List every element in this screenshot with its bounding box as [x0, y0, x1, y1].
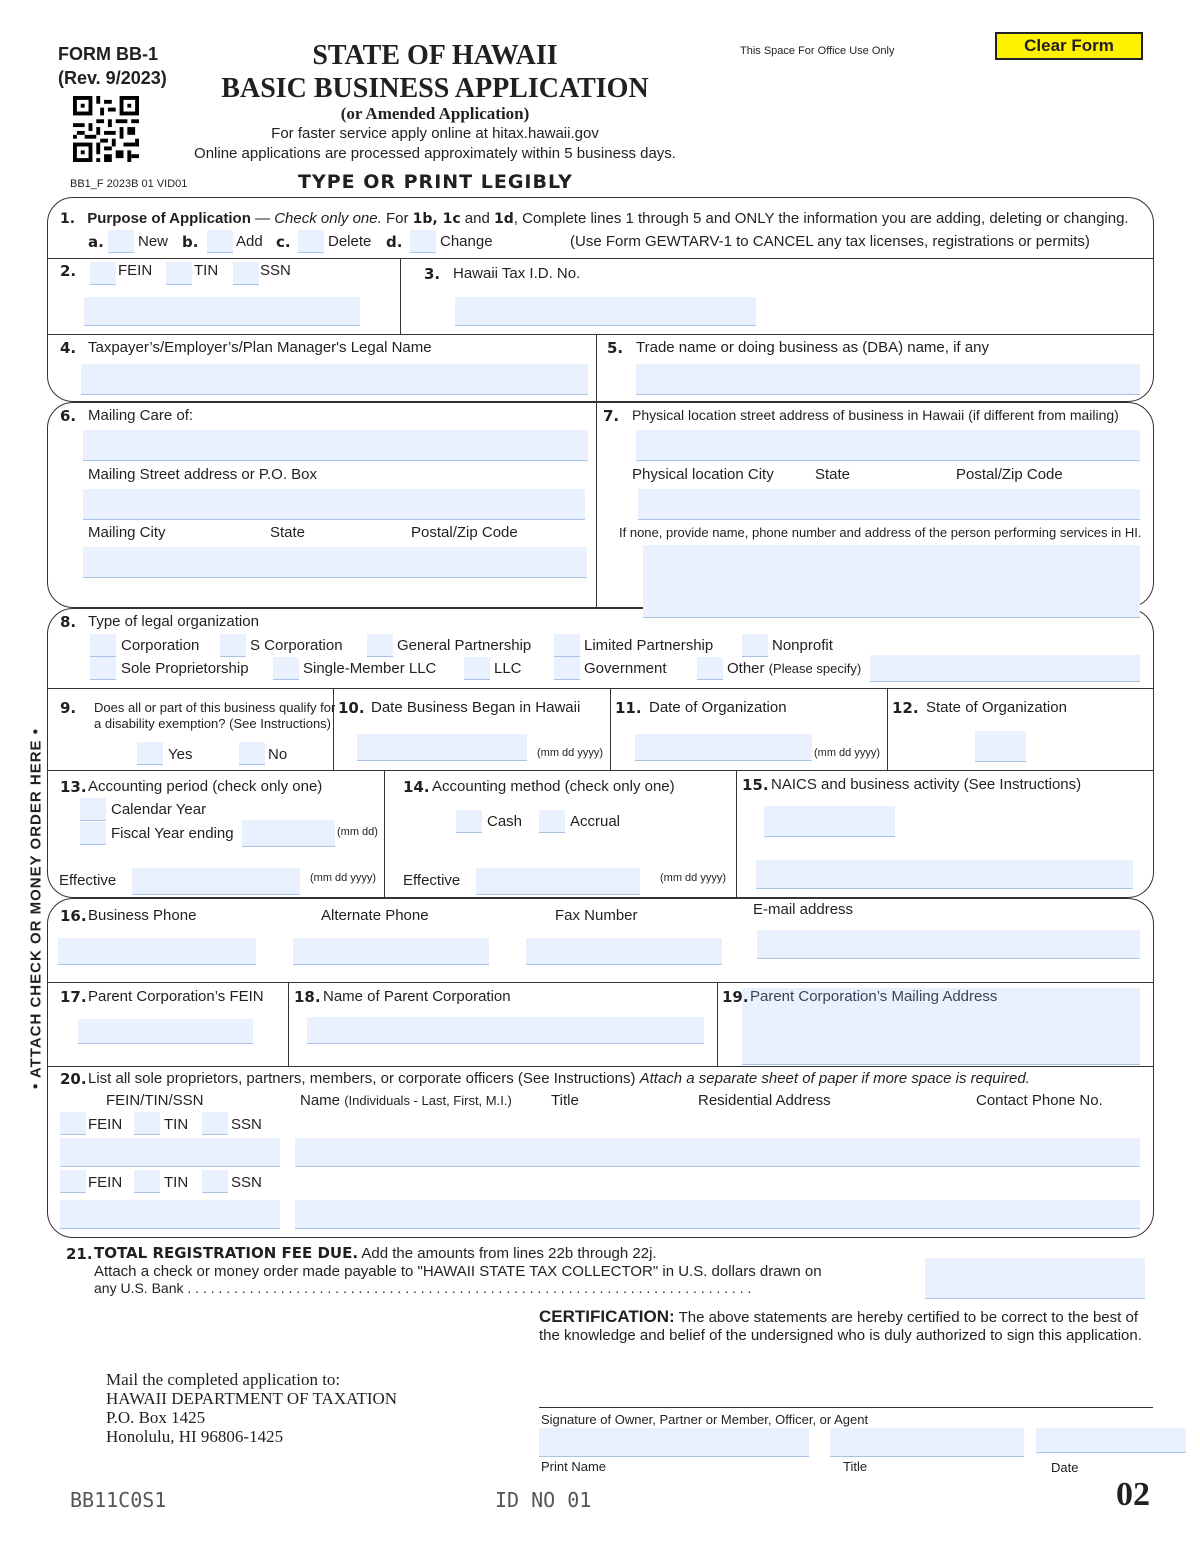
section-number: 11. [615, 699, 642, 717]
checkbox-calendar-year[interactable] [80, 798, 106, 821]
label-hawaii-tax-id: Hawaii Tax I.D. No. [453, 265, 581, 282]
mailing-street-field[interactable] [83, 489, 585, 520]
processing-note: Online applications are processed approximately within 5 business days. [194, 145, 676, 162]
checkbox-change[interactable] [410, 230, 436, 253]
online-note: For faster service apply online at hitax.hawaii.gov [271, 125, 599, 142]
label-tin: TIN [164, 1116, 189, 1133]
parent-name-field[interactable] [307, 1017, 704, 1044]
signature-line [539, 1407, 1153, 1408]
label-date: Date [1051, 1460, 1079, 1475]
checkbox-single-member-llc[interactable] [273, 657, 299, 680]
label-tin: TIN [194, 262, 219, 279]
label-mailing-street: Mailing Street address or P.O. Box [88, 466, 317, 483]
date-began-field[interactable] [357, 734, 527, 761]
legal-name-field[interactable] [81, 364, 588, 395]
physical-city-state-zip-field[interactable] [638, 489, 1140, 520]
checkbox-new[interactable] [108, 230, 134, 253]
instr-text: — [250, 210, 275, 227]
email-field[interactable] [757, 930, 1140, 959]
label-mailing-city: Mailing City [88, 524, 166, 541]
label-ssn: SSN [231, 1174, 262, 1191]
label-parent-fein: Parent Corporation’s FEIN [88, 988, 264, 1005]
label-fein: FEIN [118, 262, 153, 279]
label-legal-name: Taxpayer’s/Employer’s/Plan Manager's Legal Name [88, 339, 432, 356]
label-ssn: SSN [260, 262, 291, 279]
label-effective: Effective [59, 872, 117, 889]
section-number: 13. [60, 778, 87, 796]
instr-text: , Complete lines 1 through 5 and ONLY the information you are adding, deleting or changing. [513, 210, 1129, 227]
mail-line-1: Mail the completed application to: [106, 1370, 341, 1389]
label-date-organization: Date of Organization [649, 699, 787, 716]
section-1-purpose [60, 210, 1129, 227]
checkbox-sole-proprietorship[interactable] [90, 657, 116, 680]
checkbox-cash[interactable] [456, 810, 482, 833]
divider [47, 258, 1154, 259]
checkbox-other[interactable] [697, 657, 723, 680]
instr-text: Check only one. [274, 210, 382, 227]
col-phone: Contact Phone No. [976, 1092, 1103, 1109]
section-number: 21. [66, 1245, 93, 1263]
label-physical-city: Physical location City [632, 466, 774, 483]
mail-to-block [106, 1370, 397, 1446]
total-fee-field[interactable] [925, 1258, 1145, 1299]
fax-number-field[interactable] [526, 938, 722, 965]
checkbox-row2-tin[interactable] [134, 1170, 160, 1193]
label-add: Add [236, 233, 263, 250]
label-accounting-period: Accounting period (check only one) [88, 778, 323, 795]
checkbox-general-partnership[interactable] [367, 634, 393, 657]
divider [400, 258, 401, 334]
section-number: 4. [60, 339, 77, 357]
label-sole-proprietorship: Sole Proprietorship [121, 660, 249, 677]
divider [288, 982, 289, 1066]
certification [539, 1308, 1149, 1345]
mail-line-2: HAWAII DEPARTMENT OF TAXATION [106, 1389, 398, 1408]
label-print-name: Print Name [541, 1459, 607, 1474]
format-hint: (mm dd yyyy) [537, 747, 603, 759]
checkbox-row1-fein[interactable] [60, 1112, 86, 1135]
col-name-note: (Individuals - Last, First, M.I.) [344, 1093, 512, 1108]
title-field[interactable] [830, 1428, 1024, 1457]
form-subtitle: (or Amended Application) [340, 104, 530, 123]
service-person-field[interactable] [643, 545, 1140, 618]
other-specify-field[interactable] [870, 655, 1140, 682]
row2-id-field[interactable] [60, 1200, 280, 1229]
col-fein-tin-ssn: FEIN/TIN/SSN [106, 1092, 204, 1109]
checkbox-row2-ssn[interactable] [202, 1170, 228, 1193]
label-parent-name: Name of Parent Corporation [323, 988, 511, 1005]
label-limited-partnership: Limited Partnership [584, 637, 714, 654]
row1-id-field[interactable] [60, 1138, 280, 1167]
checkbox-s-corporation[interactable] [220, 634, 246, 657]
divider [736, 770, 737, 898]
label-no: No [268, 746, 288, 763]
certification-text: The above statements are hereby certified to be correct to the best of the knowledge and belief of the undersigned who is duly authorized to sign this application. [539, 1309, 1142, 1344]
divider [47, 982, 1154, 983]
checkbox-disability-no[interactable] [239, 742, 265, 765]
instr-text: 1d [494, 211, 514, 227]
label-fax-number: Fax Number [555, 907, 638, 924]
section-1-title: Purpose of Application [87, 210, 251, 227]
section-number: 15. [742, 776, 769, 794]
divider [47, 1066, 1154, 1067]
business-activity-field[interactable] [756, 860, 1133, 889]
divider [384, 770, 385, 898]
label-legal-org: Type of legal organization [88, 613, 259, 630]
col-name-text: Name [300, 1092, 341, 1109]
option-letter-a: a. [88, 233, 104, 251]
label-business-phone: Business Phone [88, 907, 197, 924]
label-mailing-zip: Postal/Zip Code [411, 524, 518, 541]
mailing-city-state-zip-field[interactable] [83, 547, 587, 578]
divider [887, 688, 888, 770]
option-letter-c: c. [276, 233, 291, 251]
naics-code-field[interactable] [764, 806, 895, 837]
label-dba-name: Trade name or doing business as (DBA) name, if any [636, 339, 989, 356]
label-mailing-care-of: Mailing Care of: [88, 407, 194, 424]
checkbox-row2-fein[interactable] [60, 1170, 86, 1193]
checkbox-disability-yes[interactable] [137, 742, 163, 765]
format-hint: (mm dd yyyy) [310, 872, 376, 884]
print-name-field[interactable] [539, 1428, 809, 1457]
label-physical-zip: Postal/Zip Code [956, 466, 1063, 483]
checkbox-row1-ssn[interactable] [202, 1112, 228, 1135]
section-number: 5. [607, 339, 624, 357]
side-attach-text: • ATTACH CHECK OR MONEY ORDER HERE • [27, 728, 45, 1089]
id-number-field[interactable] [84, 297, 360, 326]
format-hint: (mm dd yyyy) [660, 872, 726, 884]
mail-line-4: Honolulu, HI 96806-1425 [106, 1427, 284, 1446]
accounting-period-effective-field[interactable] [132, 868, 300, 895]
label-mailing-state: State [270, 524, 306, 541]
checkbox-limited-partnership[interactable] [554, 634, 580, 657]
section-number: 2. [60, 262, 77, 280]
divider [47, 334, 1154, 335]
label-single-member-llc: Single-Member LLC [303, 660, 437, 677]
label-total-fee [94, 1244, 657, 1262]
section-number: 16. [60, 907, 87, 925]
accounting-method-effective-field[interactable] [476, 868, 640, 895]
option-letter-b: b. [182, 233, 199, 251]
label-fein: FEIN [88, 1174, 123, 1191]
label-llc: LLC [494, 660, 522, 677]
officers-text: List all sole proprietors, partners, members, or corporate officers (See Instructions) [88, 1070, 640, 1087]
section-number: 9. [60, 699, 77, 717]
divider [47, 688, 1154, 689]
label-new: New [138, 233, 169, 250]
mailing-care-of-field[interactable] [83, 430, 588, 461]
label-naics: NAICS and business activity (See Instructions) [771, 776, 1082, 793]
date-organization-field[interactable] [635, 734, 812, 761]
total-fee-line3: any U.S. Bank . . . . . . . . . . . . . . . . . . . . . . . . . . . . . . . . . . . . . . . . . . . . . . . . . . . . . . . . . . . . . . . . . . . . . . . . . [94, 1280, 752, 1296]
label-yes: Yes [168, 746, 193, 763]
form-id: FORM BB-1 [58, 44, 158, 64]
divider [596, 334, 597, 402]
label-alternate-phone: Alternate Phone [321, 907, 429, 924]
office-use-note: This Space For Office Use Only [740, 45, 895, 57]
footer-code-left: BB11C0S1 [70, 1488, 167, 1512]
total-fee-line1: Add the amounts from lines 22b through 22j. [358, 1245, 657, 1262]
label-nonprofit: Nonprofit [772, 637, 833, 654]
label-date-began: Date Business Began in Hawaii [371, 699, 581, 716]
instr-text: and [460, 210, 494, 227]
dba-name-field[interactable] [636, 364, 1140, 395]
instr-text: For [381, 210, 413, 227]
col-name [300, 1092, 512, 1109]
alternate-phone-field[interactable] [293, 938, 489, 965]
row2-details-field[interactable] [295, 1200, 1140, 1229]
label-ssn: SSN [231, 1116, 262, 1133]
label-title: Title [843, 1459, 868, 1474]
certification-title: CERTIFICATION: [539, 1307, 675, 1326]
label-disability-q1: Does all or part of this business qualify for [94, 700, 336, 715]
instr-text: 1b, 1c [412, 211, 461, 227]
label-disability-q2: a disability exemption? (See Instructions) [94, 716, 332, 731]
section-number: 6. [60, 407, 77, 425]
form-title-state: STATE OF HAWAII [312, 40, 558, 71]
label-government: Government [584, 660, 667, 677]
label-physical-state: State [815, 466, 851, 483]
label-other-specify: (Please specify) [768, 661, 862, 676]
format-hint: (mm dd yyyy) [814, 747, 880, 759]
checkbox-fiscal-year[interactable] [80, 822, 106, 845]
business-phone-field[interactable] [58, 938, 256, 965]
divider [596, 402, 597, 608]
checkbox-row1-tin[interactable] [134, 1112, 160, 1135]
label-fiscal-year: Fiscal Year ending [111, 825, 234, 842]
option-letter-d: d. [386, 233, 403, 251]
divider [610, 688, 611, 770]
form-code: BB1_F 2023B 01 VID01 [70, 178, 188, 190]
parent-fein-field[interactable] [78, 1019, 253, 1044]
total-fee-line2: Attach a check or money order made payable to "HAWAII STATE TAX COLLECTOR" in U.S. dollars drawn on [94, 1263, 822, 1280]
divider [717, 982, 718, 1066]
label-officers [88, 1070, 1030, 1087]
section-number: 20. [60, 1070, 87, 1088]
label-physical-address: Physical location street address of business in Hawaii (if different from mailing) [632, 407, 1119, 423]
section-number: 18. [294, 988, 321, 1006]
physical-address-field[interactable] [636, 430, 1140, 461]
checkbox-delete[interactable] [298, 230, 324, 253]
section-number: 1. [60, 211, 76, 227]
label-accounting-method: Accounting method (check only one) [432, 778, 675, 795]
hawaii-tax-id-field[interactable] [455, 297, 756, 326]
divider [47, 770, 1154, 771]
label-change: Change [440, 233, 493, 250]
label-signature: Signature of Owner, Partner or Member, Officer, or Agent [541, 1412, 869, 1427]
row1-details-field[interactable] [295, 1138, 1140, 1167]
col-address: Residential Address [698, 1092, 831, 1109]
label-fein: FEIN [88, 1116, 123, 1133]
section-number: 8. [60, 613, 77, 631]
mail-line-3: P.O. Box 1425 [106, 1408, 206, 1427]
cancel-note: (Use Form GEWTARV-1 to CANCEL any tax licenses, registrations or permits) [570, 233, 1090, 250]
date-field[interactable] [1036, 1428, 1186, 1453]
checkbox-llc[interactable] [464, 657, 490, 680]
label-effective: Effective [403, 872, 461, 889]
section-number: 3. [424, 265, 441, 283]
label-accrual: Accrual [570, 813, 621, 830]
qr-code [72, 96, 140, 162]
format-hint: (mm dd) [337, 826, 378, 838]
label-other [727, 660, 861, 677]
label-s-corporation: S Corporation [250, 637, 343, 654]
label-state-organization: State of Organization [926, 699, 1067, 716]
label-cash: Cash [487, 813, 523, 830]
form-title: BASIC BUSINESS APPLICATION [221, 73, 649, 104]
label-other-text: Other [727, 660, 765, 677]
label-corporation: Corporation [121, 637, 200, 654]
checkbox-ssn[interactable] [233, 262, 259, 285]
label-parent-address: Parent Corporation’s Mailing Address [750, 988, 998, 1005]
form-revision: (Rev. 9/2023) [58, 68, 167, 88]
section-number: 19. [722, 988, 749, 1006]
clear-form-button[interactable]: Clear Form [995, 32, 1143, 60]
label-email: E-mail address [753, 901, 854, 918]
type-print-legibly: TYPE OR PRINT LEGIBLY [298, 171, 573, 193]
section-number: 7. [603, 407, 620, 425]
section-number: 17. [60, 988, 87, 1006]
label-if-none: If none, provide name, phone number and address of the person performing services in HI. [619, 525, 1142, 540]
label-tin: TIN [164, 1174, 189, 1191]
page-number: 02 [1116, 1476, 1150, 1513]
label-calendar-year: Calendar Year [111, 801, 207, 818]
fiscal-year-ending-field[interactable] [242, 820, 335, 847]
state-organization-field[interactable] [975, 731, 1026, 762]
col-title: Title [551, 1092, 579, 1109]
section-number: 12. [892, 699, 919, 717]
total-fee-title: TOTAL REGISTRATION FEE DUE. [94, 1244, 359, 1262]
footer-code-mid: ID NO 01 [495, 1488, 592, 1512]
section-number: 10. [338, 699, 365, 717]
label-general-partnership: General Partnership [397, 637, 532, 654]
label-delete: Delete [328, 233, 372, 250]
officers-italic: Attach a separate sheet of paper if more space is required. [639, 1070, 1030, 1087]
checkbox-nonprofit[interactable] [742, 634, 768, 657]
checkbox-add[interactable] [207, 230, 233, 253]
checkbox-fein[interactable] [90, 262, 116, 285]
checkbox-tin[interactable] [166, 262, 192, 285]
checkbox-corporation[interactable] [90, 634, 116, 657]
section-number: 14. [403, 778, 430, 796]
checkbox-government[interactable] [554, 657, 580, 680]
checkbox-accrual[interactable] [539, 810, 565, 833]
